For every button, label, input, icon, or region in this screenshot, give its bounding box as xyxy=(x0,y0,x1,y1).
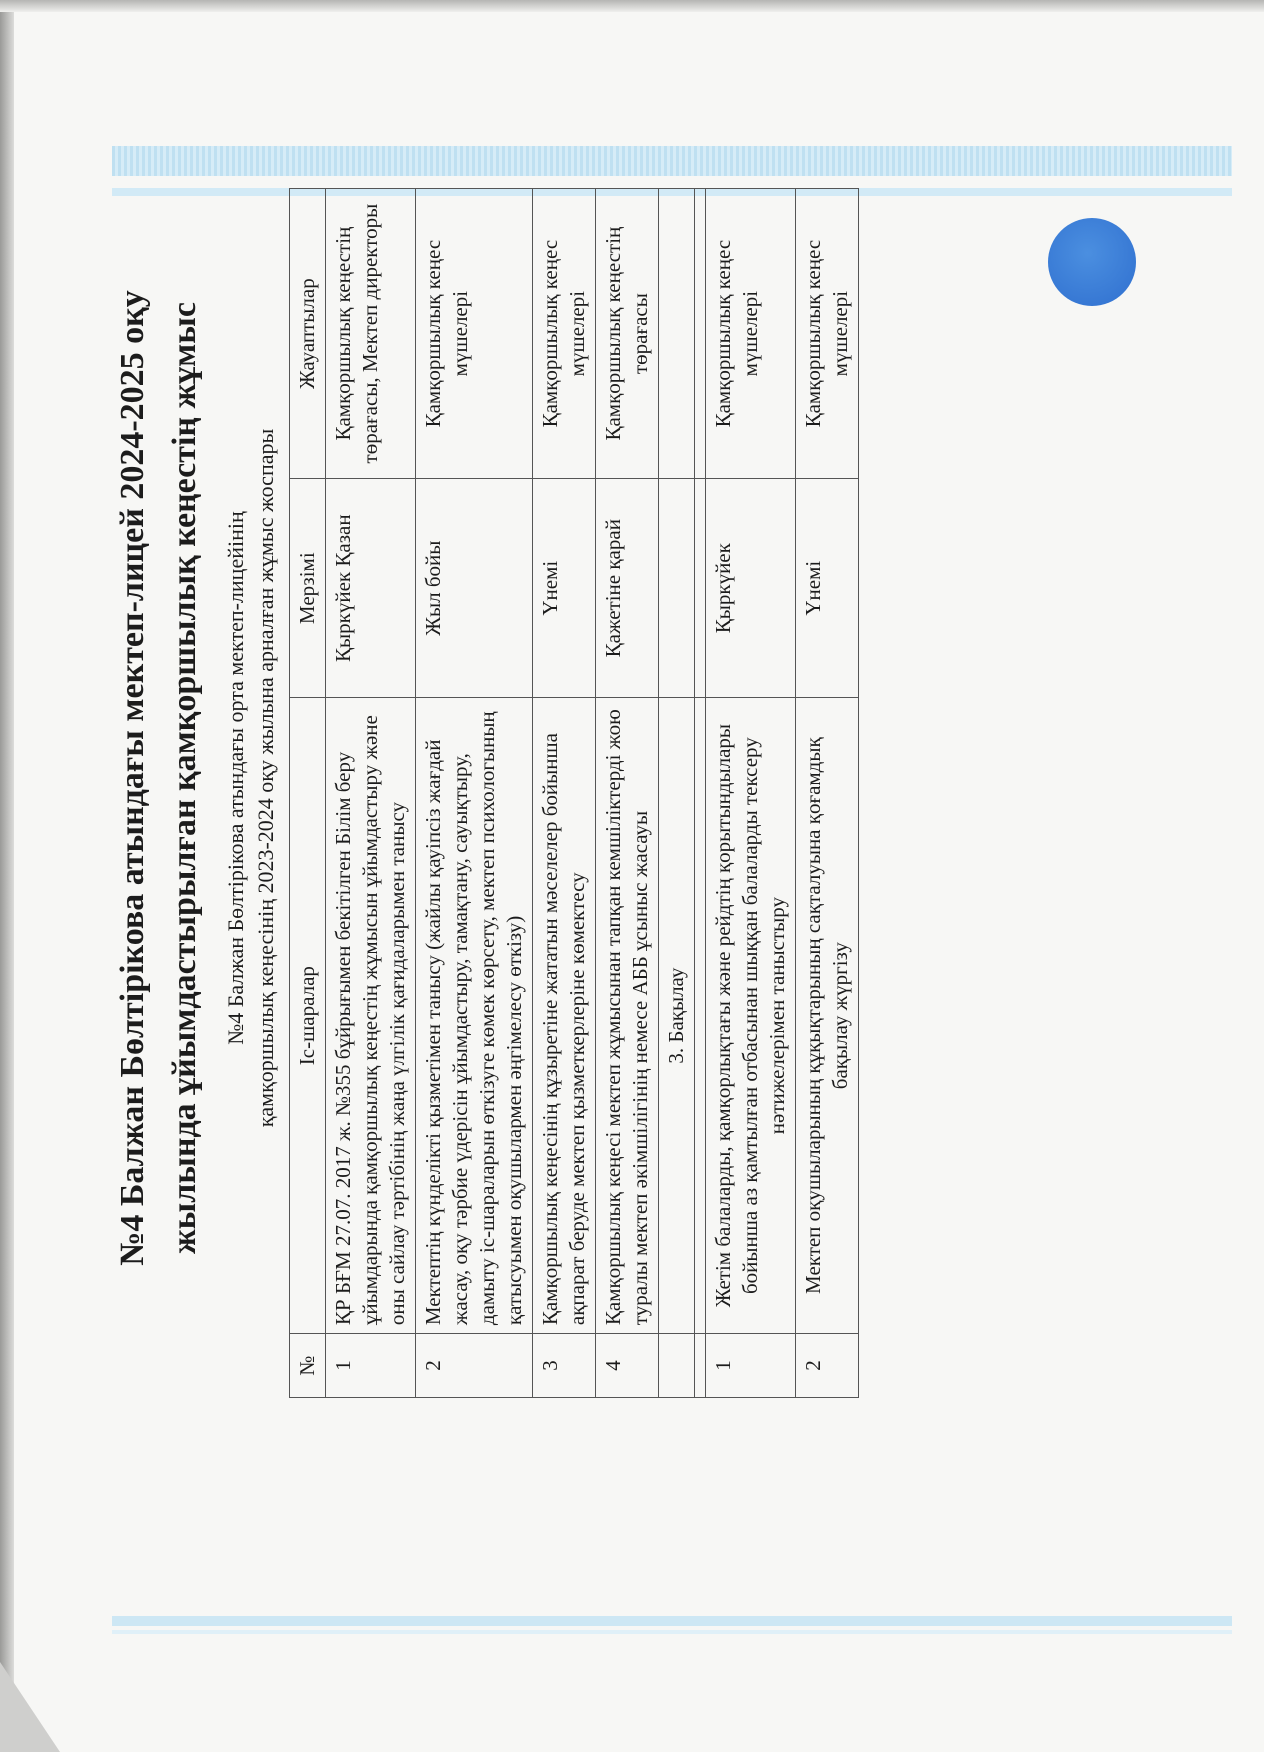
table-row xyxy=(596,189,659,1398)
row-responsible: Қамқоршылық кеңестің төрағасы xyxy=(596,189,659,479)
row-num: 1 xyxy=(706,1334,796,1398)
table-row xyxy=(796,189,859,1398)
table-row xyxy=(416,189,533,1398)
row-num: 2 xyxy=(796,1334,859,1398)
header-term: Мерзімі xyxy=(290,479,326,698)
section-num-cell xyxy=(659,1334,695,1398)
row-responsible: Қамқоршылық кеңестің төрағасы, Мектеп директоры xyxy=(326,189,416,479)
row-activity: Қамқоршылық кеңесінің құзыретіне жататын мәселелер бойынша ақпарат беруде мектеп қызметкерлеріне көмектесу xyxy=(533,698,596,1334)
header-activity: Іс-шаралар xyxy=(290,698,326,1334)
row-activity: Жетім балаларды, қамқорлықтағы және рейдтің қорытындылары бойынша аз қамтылған отбасынан шыққан балаларды тексеру нәтижелерімен таныстыру xyxy=(706,698,796,1334)
section-title: 3. Бақылау xyxy=(659,698,695,1334)
row-term: Үнемі xyxy=(796,479,859,698)
row-responsible: Қамқоршылық кеңес мүшелері xyxy=(706,189,796,479)
row-num: 3 xyxy=(533,1334,596,1398)
title-line-1: №4 Балжан Бөлтірікова атындағы мектеп-лицей 2024-2025 оқу xyxy=(114,290,151,1266)
header-num: № xyxy=(290,1334,326,1398)
blank-row xyxy=(695,189,706,1398)
document-title xyxy=(107,178,211,1378)
row-term: Қыркүйек xyxy=(706,479,796,698)
document-subtitle xyxy=(221,178,281,1378)
row-term: Жыл бойы xyxy=(416,479,533,698)
table-header-row xyxy=(290,189,326,1398)
section-row xyxy=(659,189,695,1398)
row-term: Үнемі xyxy=(533,479,596,698)
section-term-cell xyxy=(659,479,695,698)
section-responsible-cell xyxy=(659,189,695,479)
row-responsible: Қамқоршылық кеңес мүшелері xyxy=(796,189,859,479)
row-term: Қажетіне қарай xyxy=(596,479,659,698)
table-row xyxy=(706,189,796,1398)
decorative-band-bottom-thin xyxy=(112,1630,1232,1634)
subtitle-line-2: қамқоршылық кеңесінің 2023-2024 оқу жылына арналған жұмыс жоспары xyxy=(253,428,278,1128)
row-num: 1 xyxy=(326,1334,416,1398)
row-responsible: Қамқоршылық кеңес мүшелері xyxy=(533,189,596,479)
subtitle-line-1: №4 Балжан Бөлтірікова атындағы орта мектеп-лицейінің xyxy=(223,511,248,1045)
scan-edge-left xyxy=(0,0,14,1752)
row-num: 4 xyxy=(596,1334,659,1398)
row-activity: Қамқоршылық кеңесі мектеп жұмысынан тапқан кемшіліктерді жою туралы мектеп әкімшілігінің немесе АББ ұсыныс жасауы xyxy=(596,698,659,1334)
scan-edge-top xyxy=(0,0,1264,12)
table-row xyxy=(326,189,416,1398)
row-activity: Мектеп оқушыларының құқықтарының сақталуына қоғамдық бақылау жүргізу xyxy=(796,698,859,1334)
title-line-2: жылында ұйымдастырылған қамқоршылық кеңестің жұмыс xyxy=(166,302,203,1254)
decorative-band-bottom xyxy=(112,1616,1232,1626)
row-responsible: Қамқоршылық кеңес мүшелері xyxy=(416,189,533,479)
row-num: 2 xyxy=(416,1334,533,1398)
row-term: Қыркүйек Қазан xyxy=(326,479,416,698)
page-corner-fold xyxy=(0,1662,60,1752)
row-activity: ҚР БҒМ 27.07. 2017 ж. №355 бұйрығымен бекітілген Білім беру ұйымдарында қамқоршылық кеңестің жұмысын ұйымдастыру және оны сайлау тәртібінің жаңа үлгілік қағидаларымен танысу xyxy=(326,698,416,1334)
row-activity: Мектептің күнделікті қызметімен танысу (жайлы қауіпсіз жағдай жасау, оқу тәрбие үдерісін ұйымдастыру, тамақтану, сауықтыру, дамыту іс-шараларын өткізуге көмек көрсету, мектеп психологының қатысуымен оқушылармен әңгімелесу өткізу) xyxy=(416,698,533,1334)
header-responsible: Жауаптылар xyxy=(290,189,326,479)
rotated-document-content xyxy=(107,138,1157,1418)
work-plan-table xyxy=(289,188,859,1398)
table-row xyxy=(533,189,596,1398)
